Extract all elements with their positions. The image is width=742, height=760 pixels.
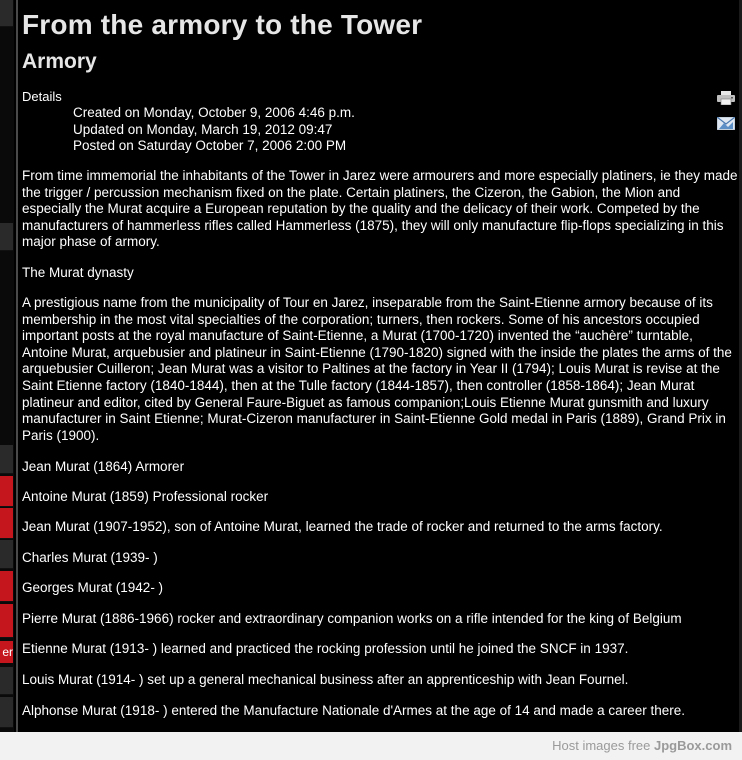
article-subtitle: Armory bbox=[22, 50, 97, 73]
footer-prefix: Host images free bbox=[552, 738, 654, 753]
sidebar-tab[interactable] bbox=[0, 540, 13, 569]
list-item: Jean Murat (1864) Armorer bbox=[22, 459, 185, 474]
posted-date: Posted on Saturday October 7, 2006 2:00 PM bbox=[73, 138, 347, 153]
intro-paragraph: From time immemorial the inhabitants of the Tower in Jarez were armourers and more especially platiners, ie they made the trigger / percussion mechanism fixed on the plate. Certain platiners, the Cizeron, the Gabion, the Mion and especially the Murat acquire a European reputation by the quality and the delicacy of their work. Competed by the manufacturers of hammerless rifles called Hammerless (1875), they will only manufacture flip-flops specializing in this major phase of armory. bbox=[22, 168, 738, 250]
sidebar-tab-label[interactable]: er bbox=[0, 641, 13, 663]
list-item: Louis Murat (1914- ) set up a general mechanical business after an apprenticeship with Jean Fournel. bbox=[22, 672, 629, 687]
page-title: From the armory to the Tower bbox=[22, 9, 423, 40]
list-item: Etienne Murat (1913- ) learned and practiced the rocking profession until he joined the SNCF in 1937. bbox=[22, 641, 629, 656]
list-item: Jean Murat (1907-1952), son of Antoine Murat, learned the trade of rocker and returned to the arms factory. bbox=[22, 519, 663, 534]
email-icon[interactable] bbox=[717, 117, 735, 130]
updated-date: Updated on Monday, March 19, 2012 09:47 bbox=[73, 122, 333, 137]
dynasty-paragraph: A prestigious name from the municipality of Tour en Jarez, inseparable from the Saint-Etienne armory because of its membership in the most vital specialties of the corporation; turners, then rockers. Some of his ancestors occupied important posts at the royal manufacture of Saint-Etienne, a Murat (1700-1720) invented the “auchère” turntable, Antoine Murat, arquebusier and platineur in Saint-Etienne (1790-1820) signed with the inside the plates the arms of the arquebusier Cuilleron; Jean Murat was a visitor to Paltines at the factory in Year II (1794); Louis Murat is revise at the Saint Etienne factory (1840-1844), then at the Tulle factory (1844-1857), then controller (1858-1864); Jean Murat platineur and editor, cited by General Faure-Biguet as famous companion;Louis Etienne Murat gunsmith and luxury manufacturer in Saint Etienne; Murat-Cizeron manufacturer in Saint-Etienne Gold medal in Paris (1889), Grand Prix in Paris (1900). bbox=[22, 295, 732, 443]
footer-bar bbox=[0, 732, 742, 760]
list-item: Georges Murat (1942- ) bbox=[22, 580, 164, 595]
created-date: Created on Monday, October 9, 2006 4:46 p.m. bbox=[73, 105, 355, 120]
sidebar-divider bbox=[16, 0, 18, 732]
details-label: Details bbox=[22, 89, 62, 104]
list-item: Charles Murat (1939- ) bbox=[22, 550, 158, 565]
sidebar-tab[interactable] bbox=[0, 571, 13, 602]
list-item: Alphonse Murat (1918- ) entered the Manufacture Nationale d'Armes at the age of 14 and made a career there. bbox=[22, 703, 685, 718]
footer-brand: JpgBox.com bbox=[653, 738, 732, 753]
sidebar-tab[interactable] bbox=[0, 476, 13, 507]
sidebar-tab[interactable] bbox=[0, 223, 13, 251]
sidebar-tab[interactable] bbox=[0, 604, 13, 638]
sidebar-tab[interactable] bbox=[0, 0, 13, 27]
footer-credit[interactable] bbox=[552, 738, 732, 753]
sidebar-tab[interactable] bbox=[0, 697, 13, 728]
section-heading: The Murat dynasty bbox=[22, 265, 134, 280]
list-item: Antoine Murat (1859) Professional rocker bbox=[22, 489, 269, 504]
sidebar-tab[interactable] bbox=[0, 667, 13, 695]
list-item: Pierre Murat (1886-1966) rocker and extraordinary companion works on a rifle intended for the king of Belgium bbox=[22, 611, 682, 626]
sidebar-tab[interactable] bbox=[0, 508, 13, 539]
left-sidebar bbox=[0, 0, 14, 732]
print-icon[interactable] bbox=[717, 91, 735, 105]
sidebar-tab[interactable] bbox=[0, 445, 13, 474]
